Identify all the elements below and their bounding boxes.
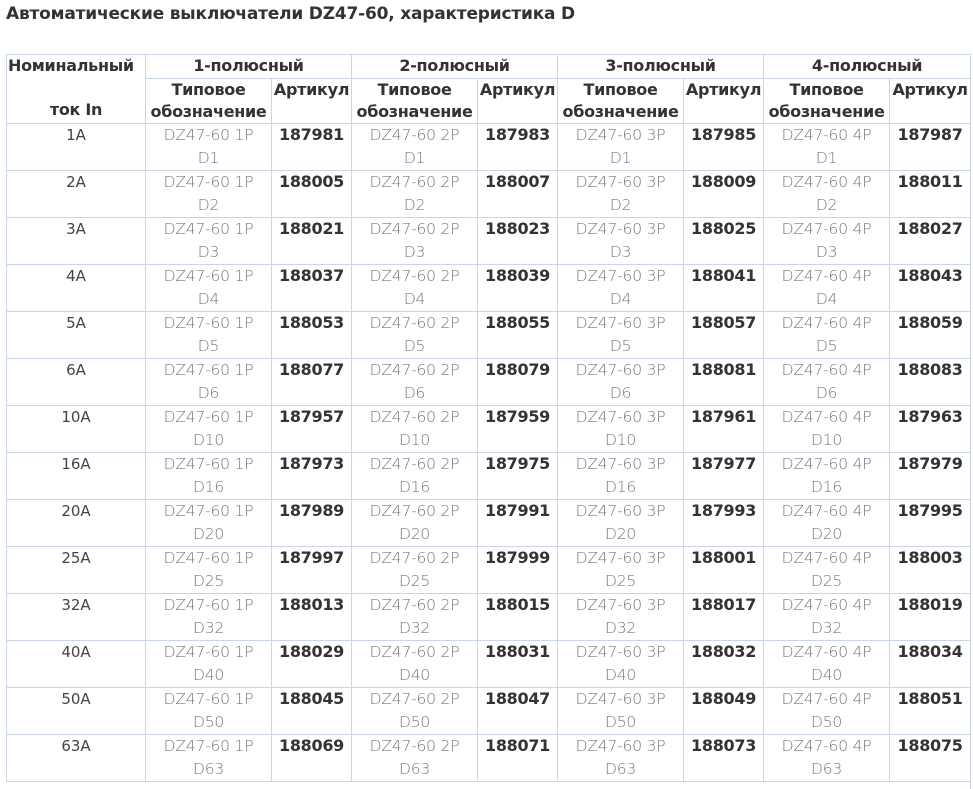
type-designation-line1: DZ47-60 1P <box>163 314 254 332</box>
type-designation-cell <box>146 500 272 547</box>
type-designation-cell <box>146 735 272 782</box>
type-designation-cell <box>764 406 890 453</box>
type-designation-cell <box>352 500 478 547</box>
type-designation-cell <box>558 359 684 406</box>
type-designation-line1: DZ47-60 3P <box>575 502 666 520</box>
type-designation-cell <box>558 312 684 359</box>
type-designation-line2: D16 <box>811 478 843 496</box>
header-type-designation: Типовое обозначение <box>764 79 890 124</box>
type-designation-line1: DZ47-60 3P <box>575 173 666 191</box>
article-cell: 188049 <box>684 688 764 735</box>
article-cell: 188055 <box>478 312 558 359</box>
article-cell: 187975 <box>478 453 558 500</box>
article-cell: 188051 <box>890 688 971 735</box>
article-cell: 188039 <box>478 265 558 312</box>
rated-current-cell: 16A <box>7 453 146 500</box>
type-designation-line2: D2 <box>815 196 838 214</box>
header-article: Артикул <box>272 79 352 124</box>
article-cell: 188003 <box>890 547 971 594</box>
type-designation-cell <box>764 218 890 265</box>
type-designation-line2: D20 <box>811 525 843 543</box>
type-designation-line2: D16 <box>605 478 637 496</box>
type-designation-line2: D25 <box>811 572 843 590</box>
type-designation-cell <box>764 500 890 547</box>
article-cell: 188017 <box>684 594 764 641</box>
type-designation-line1: DZ47-60 4P <box>781 690 872 708</box>
type-designation-line1: DZ47-60 2P <box>369 126 460 144</box>
type-designation-cell <box>352 453 478 500</box>
type-designation-cell <box>764 171 890 218</box>
rated-current-cell: 63A <box>7 735 146 782</box>
type-designation-line1: DZ47-60 3P <box>575 126 666 144</box>
type-designation-cell <box>558 406 684 453</box>
type-designation-line1: DZ47-60 3P <box>575 643 666 661</box>
article-cell: 187987 <box>890 124 971 171</box>
article-cell: 188059 <box>890 312 971 359</box>
header-article: Артикул <box>684 79 764 124</box>
header-type-designation: Типовое обозначение <box>558 79 684 124</box>
type-designation-cell <box>352 688 478 735</box>
type-designation-line1: DZ47-60 3P <box>575 408 666 426</box>
type-designation-line1: DZ47-60 3P <box>575 737 666 755</box>
article-cell: 187995 <box>890 500 971 547</box>
article-cell: 188023 <box>478 218 558 265</box>
type-designation-cell <box>146 124 272 171</box>
type-designation-cell <box>146 312 272 359</box>
type-designation-line1: DZ47-60 2P <box>369 455 460 473</box>
type-designation-line2: D63 <box>811 760 843 778</box>
type-designation-cell <box>764 688 890 735</box>
type-designation-cell <box>764 641 890 688</box>
article-cell: 187961 <box>684 406 764 453</box>
type-designation-line1: DZ47-60 3P <box>575 361 666 379</box>
type-designation-cell <box>352 359 478 406</box>
article-cell: 188013 <box>272 594 352 641</box>
type-designation-cell <box>558 124 684 171</box>
type-designation-line1: DZ47-60 1P <box>163 502 254 520</box>
type-designation-cell <box>558 641 684 688</box>
rated-current-cell: 2A <box>7 171 146 218</box>
type-designation-line2: D10 <box>811 431 843 449</box>
type-designation-line1: DZ47-60 1P <box>163 267 254 285</box>
type-designation-line2: D4 <box>197 290 220 308</box>
type-designation-line1: DZ47-60 4P <box>781 549 872 567</box>
type-designation-line1: DZ47-60 3P <box>575 314 666 332</box>
type-designation-line2: D32 <box>398 619 431 637</box>
article-cell: 187983 <box>478 124 558 171</box>
type-designation-cell <box>146 406 272 453</box>
type-designation-cell <box>146 688 272 735</box>
type-designation-line2: D20 <box>398 525 431 543</box>
header-group-row <box>7 55 971 79</box>
type-designation-line1: DZ47-60 1P <box>163 408 254 426</box>
type-designation-line1: DZ47-60 3P <box>575 220 666 238</box>
type-designation-cell <box>352 735 478 782</box>
type-designation-line2: D40 <box>811 666 843 684</box>
table-row <box>7 735 971 782</box>
type-designation-cell <box>352 641 478 688</box>
type-designation-line1: DZ47-60 1P <box>163 596 254 614</box>
type-designation-cell <box>352 218 478 265</box>
article-cell: 188045 <box>272 688 352 735</box>
type-designation-line1: DZ47-60 1P <box>163 220 254 238</box>
type-designation-line2: D25 <box>398 572 431 590</box>
article-cell: 187981 <box>272 124 352 171</box>
type-designation-cell <box>352 124 478 171</box>
type-designation-line2: D6 <box>815 384 838 402</box>
rated-current-cell: 3A <box>7 218 146 265</box>
article-cell: 187993 <box>684 500 764 547</box>
table-row <box>7 406 971 453</box>
type-designation-line2: D50 <box>192 713 225 731</box>
type-designation-cell <box>558 500 684 547</box>
type-designation-line2: D63 <box>605 760 637 778</box>
type-designation-cell <box>764 312 890 359</box>
type-designation-line1: DZ47-60 4P <box>781 361 872 379</box>
rated-current-cell: 10A <box>7 406 146 453</box>
type-designation-cell <box>764 265 890 312</box>
type-designation-line1: DZ47-60 2P <box>369 643 460 661</box>
article-cell: 188029 <box>272 641 352 688</box>
type-designation-cell <box>146 594 272 641</box>
type-designation-cell <box>764 453 890 500</box>
type-designation-cell <box>352 171 478 218</box>
article-cell: 188009 <box>684 171 764 218</box>
article-cell: 188005 <box>272 171 352 218</box>
type-designation-line1: DZ47-60 4P <box>781 455 872 473</box>
article-cell: 187977 <box>684 453 764 500</box>
article-cell: 188077 <box>272 359 352 406</box>
type-designation-line1: DZ47-60 4P <box>781 314 872 332</box>
type-designation-line2: D63 <box>192 760 225 778</box>
article-cell: 187999 <box>478 547 558 594</box>
article-cell: 188007 <box>478 171 558 218</box>
type-designation-line2: D1 <box>403 149 426 167</box>
article-cell: 187991 <box>478 500 558 547</box>
article-cell: 188011 <box>890 171 971 218</box>
header-group-2pole: 2-полюсный <box>352 55 558 79</box>
article-cell: 188057 <box>684 312 764 359</box>
type-designation-line1: DZ47-60 2P <box>369 690 460 708</box>
article-cell: 188001 <box>684 547 764 594</box>
type-designation-cell <box>146 218 272 265</box>
type-designation-cell <box>146 265 272 312</box>
article-cell: 188034 <box>890 641 971 688</box>
type-designation-line2: D3 <box>403 243 426 261</box>
article-cell: 188032 <box>684 641 764 688</box>
header-group-1pole: 1-полюсный <box>146 55 352 79</box>
header-rated-current-line1: Номинальный <box>8 56 134 75</box>
rated-current-cell: 32A <box>7 594 146 641</box>
article-cell: 188069 <box>272 735 352 782</box>
article-cell: 188079 <box>478 359 558 406</box>
type-designation-line1: DZ47-60 4P <box>781 596 872 614</box>
type-designation-line2: D50 <box>398 713 431 731</box>
breaker-spec-table <box>6 54 971 782</box>
rated-current-cell: 1A <box>7 124 146 171</box>
article-cell: 188037 <box>272 265 352 312</box>
type-designation-line2: D4 <box>403 290 426 308</box>
article-cell: 188071 <box>478 735 558 782</box>
type-designation-line1: DZ47-60 1P <box>163 126 254 144</box>
type-designation-line1: DZ47-60 1P <box>163 173 254 191</box>
type-designation-line2: D50 <box>811 713 843 731</box>
type-designation-line1: DZ47-60 4P <box>781 502 872 520</box>
type-designation-cell <box>558 265 684 312</box>
rated-current-cell: 25A <box>7 547 146 594</box>
table-row <box>7 594 971 641</box>
type-designation-cell <box>558 735 684 782</box>
rated-current-cell: 50A <box>7 688 146 735</box>
header-rated-current <box>7 55 146 124</box>
type-designation-line2: D32 <box>605 619 637 637</box>
type-designation-line2: D32 <box>811 619 843 637</box>
header-type-designation: Типовое обозначение <box>146 79 272 124</box>
type-designation-line2: D3 <box>609 243 632 261</box>
type-designation-line2: D6 <box>197 384 220 402</box>
type-designation-line2: D40 <box>398 666 431 684</box>
type-designation-cell <box>558 547 684 594</box>
type-designation-line2: D40 <box>605 666 637 684</box>
type-designation-line1: DZ47-60 2P <box>369 220 460 238</box>
type-designation-line2: D10 <box>398 431 431 449</box>
table-row <box>7 359 971 406</box>
type-designation-cell <box>352 594 478 641</box>
rated-current-cell: 4A <box>7 265 146 312</box>
header-article: Артикул <box>478 79 558 124</box>
rated-current-cell: 5A <box>7 312 146 359</box>
article-cell: 187973 <box>272 453 352 500</box>
type-designation-line1: DZ47-60 3P <box>575 549 666 567</box>
type-designation-line2: D50 <box>605 713 637 731</box>
type-designation-line2: D2 <box>403 196 426 214</box>
table-body <box>7 124 971 782</box>
type-designation-cell <box>764 547 890 594</box>
article-cell: 188025 <box>684 218 764 265</box>
type-designation-line1: DZ47-60 2P <box>369 549 460 567</box>
type-designation-line2: D4 <box>609 290 632 308</box>
type-designation-cell <box>352 547 478 594</box>
type-designation-line1: DZ47-60 4P <box>781 126 872 144</box>
type-designation-line1: DZ47-60 3P <box>575 455 666 473</box>
table-row <box>7 312 971 359</box>
type-designation-line1: DZ47-60 2P <box>369 596 460 614</box>
type-designation-line1: DZ47-60 4P <box>781 737 872 755</box>
type-designation-cell <box>352 312 478 359</box>
type-designation-line2: D1 <box>197 149 220 167</box>
type-designation-line1: DZ47-60 2P <box>369 267 460 285</box>
article-cell: 188021 <box>272 218 352 265</box>
type-designation-line2: D5 <box>609 337 632 355</box>
table-row <box>7 124 971 171</box>
table-row <box>7 218 971 265</box>
article-cell: 188041 <box>684 265 764 312</box>
type-designation-cell <box>764 735 890 782</box>
type-designation-line2: D5 <box>403 337 426 355</box>
table-row <box>7 171 971 218</box>
table-row <box>7 265 971 312</box>
type-designation-cell <box>146 547 272 594</box>
type-designation-line2: D32 <box>192 619 225 637</box>
type-designation-line1: DZ47-60 1P <box>163 737 254 755</box>
type-designation-line2: D2 <box>197 196 220 214</box>
header-group-4pole: 4-полюсный <box>764 55 971 79</box>
type-designation-line2: D10 <box>605 431 637 449</box>
right-border-line <box>970 675 971 789</box>
article-cell: 187985 <box>684 124 764 171</box>
rated-current-cell: 20A <box>7 500 146 547</box>
type-designation-line1: DZ47-60 2P <box>369 737 460 755</box>
type-designation-cell <box>352 265 478 312</box>
article-cell: 187979 <box>890 453 971 500</box>
type-designation-line2: D5 <box>197 337 220 355</box>
type-designation-line2: D1 <box>815 149 838 167</box>
type-designation-line1: DZ47-60 1P <box>163 690 254 708</box>
type-designation-cell <box>146 359 272 406</box>
type-designation-line2: D20 <box>605 525 637 543</box>
table-row <box>7 641 971 688</box>
table-row <box>7 453 971 500</box>
header-type-designation: Типовое обозначение <box>352 79 478 124</box>
type-designation-line2: D25 <box>192 572 225 590</box>
type-designation-cell <box>558 688 684 735</box>
table-row <box>7 500 971 547</box>
type-designation-line1: DZ47-60 2P <box>369 502 460 520</box>
type-designation-line1: DZ47-60 1P <box>163 549 254 567</box>
type-designation-cell <box>558 594 684 641</box>
article-cell: 188027 <box>890 218 971 265</box>
type-designation-line2: D16 <box>398 478 431 496</box>
type-designation-cell <box>352 406 478 453</box>
type-designation-cell <box>764 359 890 406</box>
type-designation-line1: DZ47-60 2P <box>369 408 460 426</box>
header-rated-current-line2: ток In <box>49 100 103 119</box>
type-designation-cell <box>764 594 890 641</box>
type-designation-line2: D2 <box>609 196 632 214</box>
header-group-3pole: 3-полюсный <box>558 55 764 79</box>
article-cell: 187989 <box>272 500 352 547</box>
type-designation-cell <box>146 453 272 500</box>
article-cell: 187963 <box>890 406 971 453</box>
type-designation-line1: DZ47-60 1P <box>163 361 254 379</box>
type-designation-line2: D25 <box>605 572 637 590</box>
header-article: Артикул <box>890 79 971 124</box>
article-cell: 188015 <box>478 594 558 641</box>
type-designation-line2: D3 <box>197 243 220 261</box>
type-designation-line1: DZ47-60 4P <box>781 220 872 238</box>
type-designation-line2: D6 <box>609 384 632 402</box>
type-designation-line2: D4 <box>815 290 838 308</box>
type-designation-line1: DZ47-60 4P <box>781 643 872 661</box>
type-designation-line1: DZ47-60 3P <box>575 267 666 285</box>
type-designation-cell <box>558 218 684 265</box>
type-designation-line1: DZ47-60 2P <box>369 314 460 332</box>
type-designation-line1: DZ47-60 2P <box>369 173 460 191</box>
type-designation-line1: DZ47-60 3P <box>575 596 666 614</box>
type-designation-cell <box>764 124 890 171</box>
type-designation-line1: DZ47-60 3P <box>575 690 666 708</box>
table-row <box>7 547 971 594</box>
article-cell: 188053 <box>272 312 352 359</box>
article-cell: 188043 <box>890 265 971 312</box>
article-cell: 188075 <box>890 735 971 782</box>
type-designation-line2: D63 <box>398 760 431 778</box>
type-designation-line1: DZ47-60 4P <box>781 267 872 285</box>
type-designation-cell <box>146 641 272 688</box>
type-designation-line2: D20 <box>192 525 225 543</box>
article-cell: 188019 <box>890 594 971 641</box>
header-sub-row <box>7 79 971 124</box>
type-designation-line2: D40 <box>192 666 225 684</box>
article-cell: 188083 <box>890 359 971 406</box>
article-cell: 187959 <box>478 406 558 453</box>
type-designation-line2: D1 <box>609 149 632 167</box>
rated-current-cell: 40A <box>7 641 146 688</box>
type-designation-line1: DZ47-60 1P <box>163 455 254 473</box>
type-designation-line2: D16 <box>192 478 225 496</box>
page-title: Автоматические выключатели DZ47-60, характеристика D <box>6 4 575 24</box>
type-designation-line1: DZ47-60 1P <box>163 643 254 661</box>
type-designation-line1: DZ47-60 4P <box>781 173 872 191</box>
type-designation-cell <box>146 171 272 218</box>
type-designation-cell <box>558 171 684 218</box>
table-row <box>7 688 971 735</box>
rated-current-cell: 6A <box>7 359 146 406</box>
article-cell: 187997 <box>272 547 352 594</box>
type-designation-line2: D6 <box>403 384 426 402</box>
type-designation-line2: D5 <box>815 337 838 355</box>
type-designation-line1: DZ47-60 4P <box>781 408 872 426</box>
type-designation-line2: D10 <box>192 431 225 449</box>
article-cell: 188073 <box>684 735 764 782</box>
article-cell: 188047 <box>478 688 558 735</box>
article-cell: 187957 <box>272 406 352 453</box>
type-designation-line1: DZ47-60 2P <box>369 361 460 379</box>
article-cell: 188031 <box>478 641 558 688</box>
type-designation-line2: D3 <box>815 243 838 261</box>
type-designation-cell <box>558 453 684 500</box>
article-cell: 188081 <box>684 359 764 406</box>
